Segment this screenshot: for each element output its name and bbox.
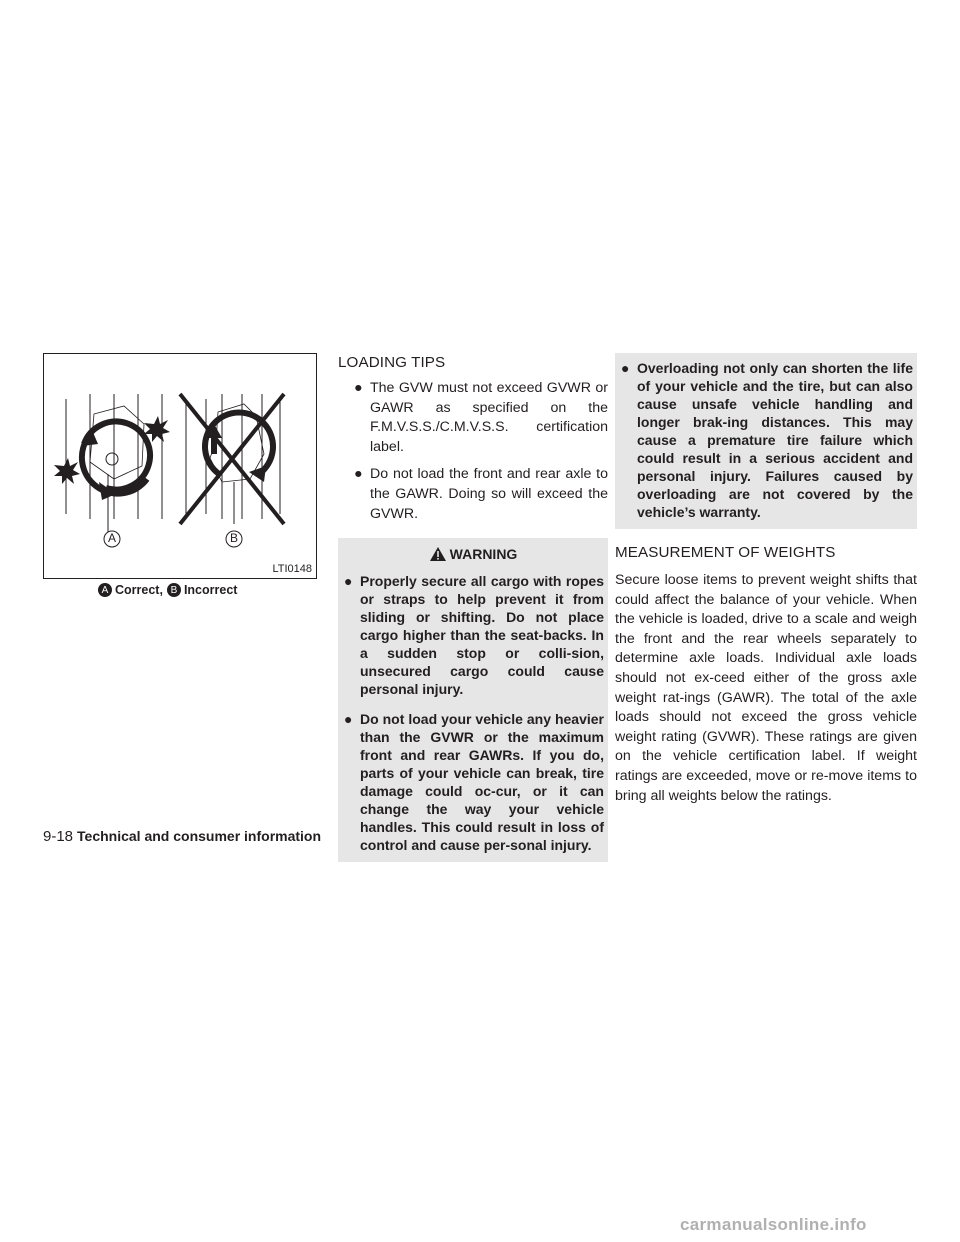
loading-tip-item: ● Do not load the front and rear axle to the GAWR. Doing so will exceed the GVWR. bbox=[354, 466, 608, 522]
page-number: 9-18 bbox=[43, 828, 74, 845]
loading-tips-column bbox=[338, 353, 608, 862]
section-title: Technical and consumer information bbox=[77, 828, 322, 844]
page-footer bbox=[43, 828, 321, 845]
measurement-heading: MEASUREMENT OF WEIGHTS bbox=[615, 544, 836, 561]
caption-a-symbol: A bbox=[98, 583, 112, 597]
warning-box bbox=[338, 538, 608, 862]
bullet-dot: ● bbox=[344, 711, 353, 728]
loading-tip-item: ● The GVW must not exceed GVWR or GAWR as specified on the F.M.V.S.S./C.M.V.S.S. certification label. bbox=[354, 380, 608, 455]
warning-title: WARNING bbox=[342, 544, 604, 564]
bullet-dot: ● bbox=[354, 466, 363, 483]
bullet-dot: ● bbox=[354, 380, 363, 396]
warning-triangle-icon bbox=[429, 546, 447, 562]
tire-rotation-figure bbox=[43, 353, 317, 579]
tire-rotation-illustration bbox=[44, 354, 316, 578]
warning-item: ● Overloading not only can shorten the life of your vehicle and the tire, but can also cause unsafe vehicle handling and longer brak-ing distances. This may cause a premature tire failure which could result in a serious accident and personal injury. Failures caused by overloading are not covered by the vehicle’s warranty. bbox=[621, 360, 913, 520]
figure-code: LTI0148 bbox=[272, 563, 312, 575]
watermark: carmanualsonline.info bbox=[680, 1215, 867, 1234]
bullet-dot: ● bbox=[621, 360, 630, 376]
warning-item: ● Properly secure all cargo with ropes or straps to help prevent it from sliding or shifting. Do not place cargo higher than the seat-backs. In a sudden stop or colli-sion, unsecured cargo could cause personal injury. bbox=[344, 573, 604, 698]
caption-b-text: Incorrect bbox=[183, 583, 238, 597]
callout-a-label: A bbox=[108, 531, 117, 545]
figure-caption bbox=[98, 583, 318, 597]
warning-box-continued bbox=[615, 353, 917, 529]
measurement-text: Secure loose items to prevent weight shifts that could affect the balance of your vehicle. When the vehicle is loaded, drive to a scale and weigh the front and the rear wheels separately to determine axle loads. Individual axle loads should not ex-ceed either of the gross axle weight rat-ings (GAWR). The total of the axle loads should not exceed the gross vehicle weight rating (GVWR). These ratings are given on the vehicle certification label. If weight ratings are exceeded, move or re-move items to bring all weights below the ratings. bbox=[615, 572, 917, 804]
bullet-dot: ● bbox=[344, 573, 353, 590]
warning-item: ● Do not load your vehicle any heavier than the GVWR or the maximum front and rear GAWRs. If you do, parts of your vehicle can break, tire damage could oc-cur, or it can change the way your vehicle handles. This could result in loss of control and cause per-sonal injury. bbox=[344, 711, 604, 854]
measurement-column bbox=[615, 353, 917, 806]
caption-b-symbol: B bbox=[167, 583, 181, 597]
loading-tips-heading: LOADING TIPS bbox=[338, 354, 446, 371]
callout-b-label: B bbox=[230, 531, 239, 545]
caption-a-text: Correct, bbox=[115, 583, 163, 597]
